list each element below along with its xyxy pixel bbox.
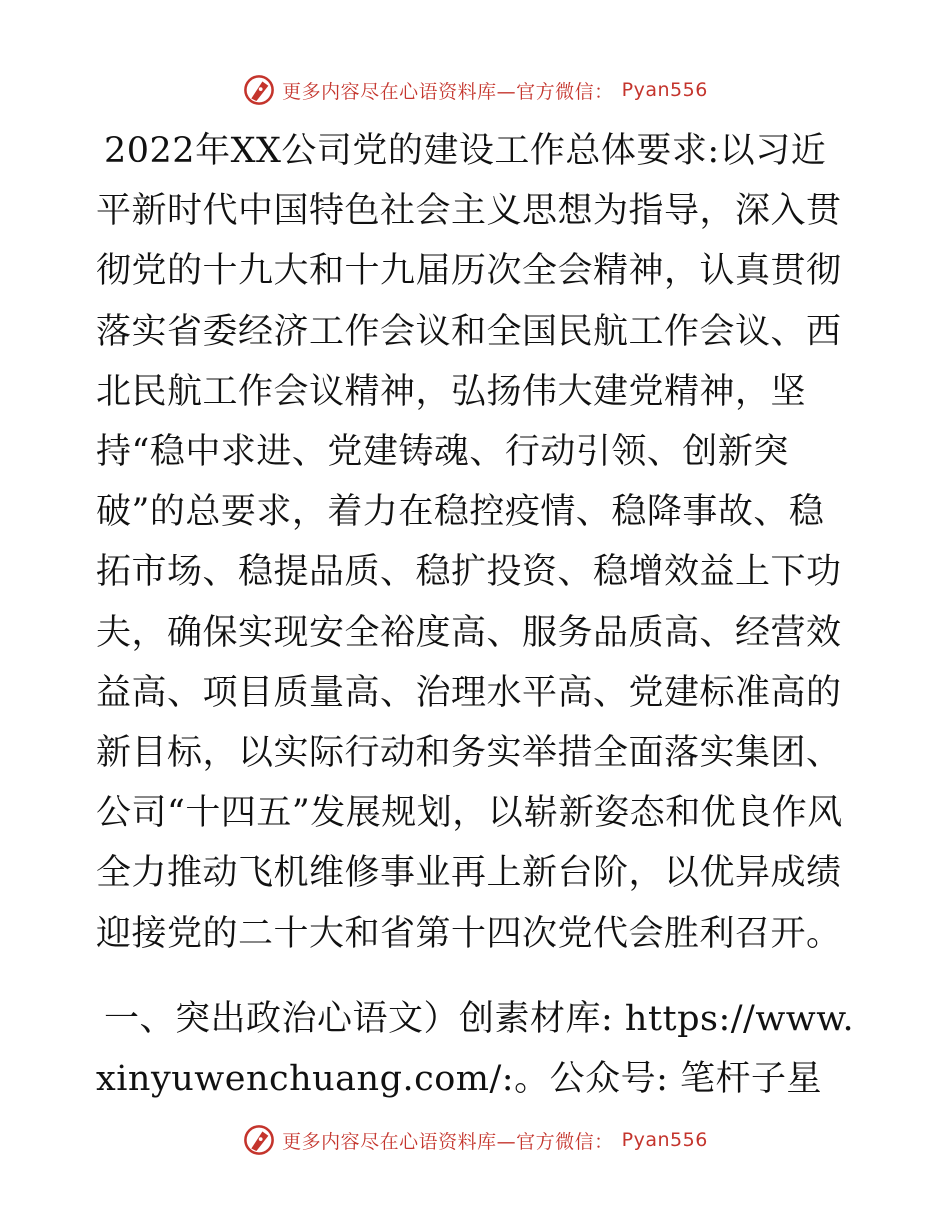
- watermark-header: [0, 70, 950, 110]
- paragraph-overall-requirements: 2022年XX公司党的建设工作总体要求:以习近平新时代中国特色社会主义思想为指导，深入贯彻党的十九大和十九届历次全会精神，认真贯彻落实省委经济工作会议和全国民航工作会议、西北民航工作会议精神，弘扬伟大建党精神，坚持“稳中求进、党建铸魂、行动引领、创新突破”的总要求，着力在稳控疫情、稳降事故、稳拓市场、稳提品质、稳扩投资、稳增效益上下功夫，确保实现安全裕度高、服务品质高、经营效益高、项目质量高、治理水平高、党建标准高的新目标，以实际行动和务实举措全面落实集团、公司“十四五”发展规划，以崭新姿态和优良作风全力推动飞机维修事业再上新台阶，以优异成绩迎接党的二十大和省第十四次党代会胜利召开。: [96, 131, 843, 954]
- watermark-text: 更多内容尽在心语资料库—官方微信：: [282, 80, 614, 103]
- pen-nib-logo-icon: [242, 73, 276, 107]
- watermark-wechat-id: Pyan556: [621, 79, 708, 101]
- watermark-wechat-id: Pyan556: [621, 1129, 708, 1151]
- watermark-text: 更多内容尽在心语资料库—官方微信：: [282, 1130, 614, 1153]
- paragraph-section-one: 一、突出政治心语文）创素材库: https://www.xinyuwenchuang.com/:。公众号: 笔杆子星: [96, 998, 855, 1100]
- watermark-footer: [0, 1120, 950, 1160]
- document-body: [96, 121, 856, 1109]
- pen-nib-logo-icon: [242, 1123, 276, 1157]
